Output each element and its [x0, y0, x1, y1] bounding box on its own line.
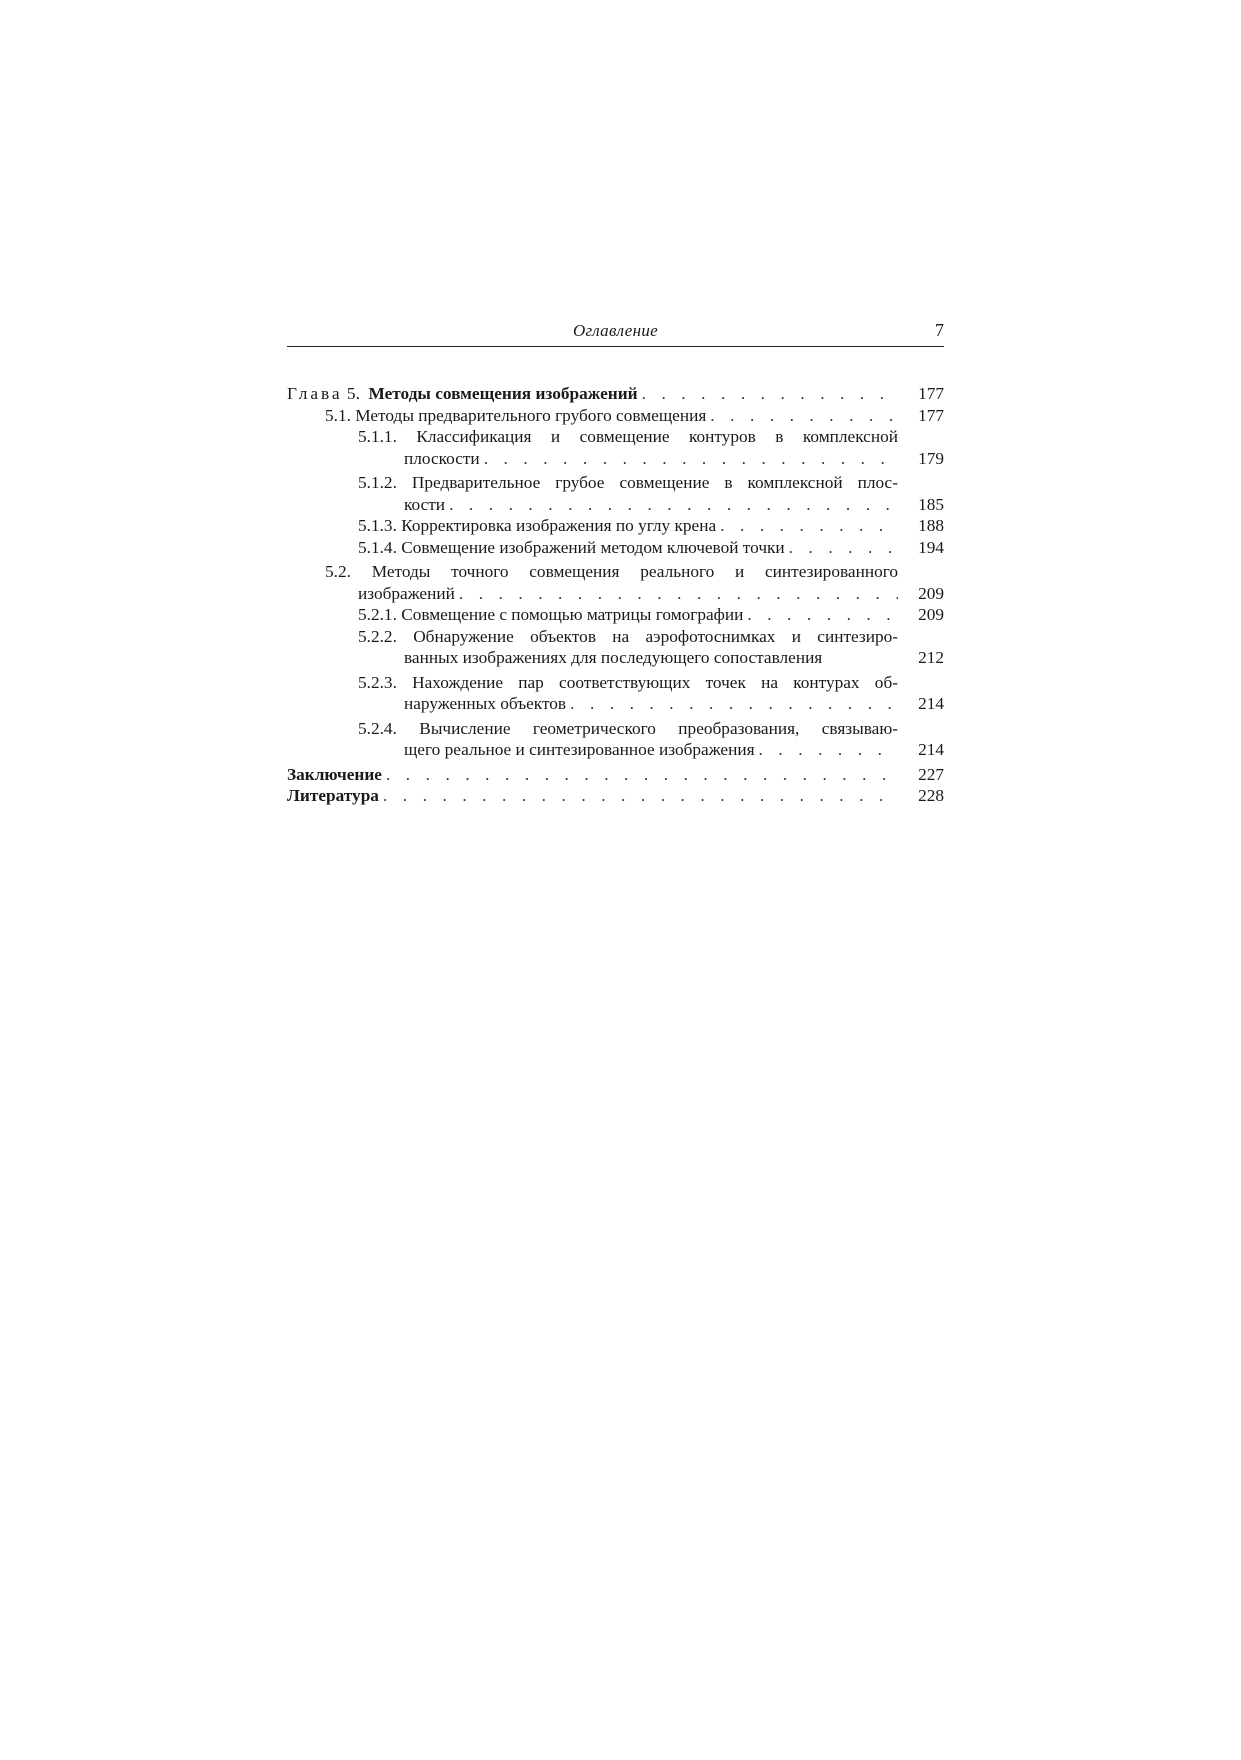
subsection-title-line2: плоскости — [404, 448, 480, 468]
subsection-number: 5.2.3. — [358, 672, 397, 692]
toc-entry-5-1-4[interactable] — [287, 537, 944, 559]
leader-dots — [445, 494, 898, 516]
toc-page-number: 179 — [918, 448, 944, 468]
leader-dots — [455, 583, 898, 605]
subsection-number: 5.1.4. — [358, 537, 397, 557]
toc-page-number: 188 — [918, 516, 944, 535]
toc-entry-5-2-1[interactable] — [287, 604, 944, 626]
subsection-title-line1: Обнаружение объектов на аэрофотоснимках и синтезиро- — [413, 626, 898, 646]
toc-entry-5-1-3[interactable] — [287, 515, 944, 537]
subsection-title-line1: Нахождение пар соответствующих точек на контурах об- — [412, 672, 898, 692]
book-page — [287, 320, 944, 807]
toc-entry-5-1-1[interactable] — [287, 426, 944, 469]
toc-page-number: 185 — [918, 494, 944, 514]
subsection-title-line2: наруженных объектов — [404, 694, 567, 713]
subsection-title-line1: Вычисление геометрического преобразования, связываю- — [419, 718, 898, 738]
section-title: Методы предварительного грубого совмещения — [355, 405, 707, 425]
toc-page-number: 212 — [918, 648, 944, 667]
toc-entry-5-2-2[interactable] — [287, 626, 944, 669]
entry-title: Литература — [287, 786, 379, 805]
chapter-number: 5. — [346, 384, 360, 403]
leader-dots — [706, 405, 898, 427]
toc-page-number: 214 — [918, 740, 944, 759]
subsection-title-line1: Классификация и совмещение контуров в комплексной — [416, 427, 898, 446]
subsection-title-line2: ванных изображениях для последующего сопоставления — [404, 648, 823, 667]
leader-dots — [785, 537, 898, 559]
entry-title: Заключение — [287, 764, 382, 784]
subsection-title-line2: щего реальное и синтезированное изображения — [404, 740, 755, 759]
toc-entry-literature[interactable] — [287, 785, 944, 807]
running-header — [287, 320, 944, 347]
subsection-title-line2: кости — [404, 494, 446, 514]
subsection-number: 5.1.2. — [358, 473, 397, 492]
leader-dots — [382, 764, 898, 786]
toc-entry-5-2-3[interactable] — [287, 672, 944, 715]
running-title: Оглавление — [572, 321, 659, 340]
toc-entry-5-1[interactable] — [287, 405, 944, 427]
subsection-number: 5.1.3. — [358, 516, 397, 535]
toc-page-number: 209 — [918, 605, 944, 624]
toc-entry-5-1-2[interactable] — [287, 472, 944, 515]
page-number: 7 — [935, 320, 944, 340]
subsection-number: 5.2.1. — [358, 605, 397, 624]
subsection-number: 5.1.1. — [358, 427, 397, 446]
toc-page-number: 214 — [918, 694, 944, 713]
subsection-number: 5.2.4. — [358, 718, 397, 738]
subsection-number: 5.2.2. — [358, 626, 397, 646]
toc-page-number: 177 — [918, 384, 944, 403]
subsection-title-line1: Предварительное грубое совмещение в комплексной плос- — [411, 473, 898, 492]
section-title-line2: изображений — [358, 583, 455, 603]
leader-dots — [755, 739, 898, 761]
chapter-title: Методы совмещения изображений — [368, 384, 638, 403]
toc-entry-5-2[interactable] — [287, 561, 944, 604]
leader-dots — [379, 785, 898, 807]
leader-dots — [638, 383, 898, 405]
toc-page-number: 227 — [918, 764, 944, 784]
subsection-title: Корректировка изображения по углу крена — [401, 516, 717, 535]
section-number: 5.2. — [325, 562, 351, 581]
leader-dots — [743, 604, 898, 626]
chapter-prefix: Глава — [287, 384, 343, 403]
subsection-title: Совмещение изображений методом ключевой точки — [401, 537, 785, 557]
toc-entry-5-2-4[interactable] — [287, 718, 944, 761]
toc-page-number: 194 — [918, 537, 944, 557]
leader-dots — [566, 693, 898, 715]
table-of-contents — [287, 383, 944, 807]
toc-entry-chapter-5[interactable] — [287, 383, 944, 405]
section-title-line1: Методы точного совмещения реального и синтезированного — [371, 562, 899, 581]
subsection-title: Совмещение с помощью матрицы гомографии — [401, 605, 744, 624]
toc-page-number: 228 — [918, 786, 944, 805]
toc-page-number: 177 — [918, 405, 944, 425]
leader-dots — [716, 515, 898, 537]
section-number: 5.1. — [325, 405, 351, 425]
toc-entry-conclusion[interactable] — [287, 764, 944, 786]
leader-dots — [480, 448, 898, 470]
toc-page-number: 209 — [918, 583, 944, 603]
